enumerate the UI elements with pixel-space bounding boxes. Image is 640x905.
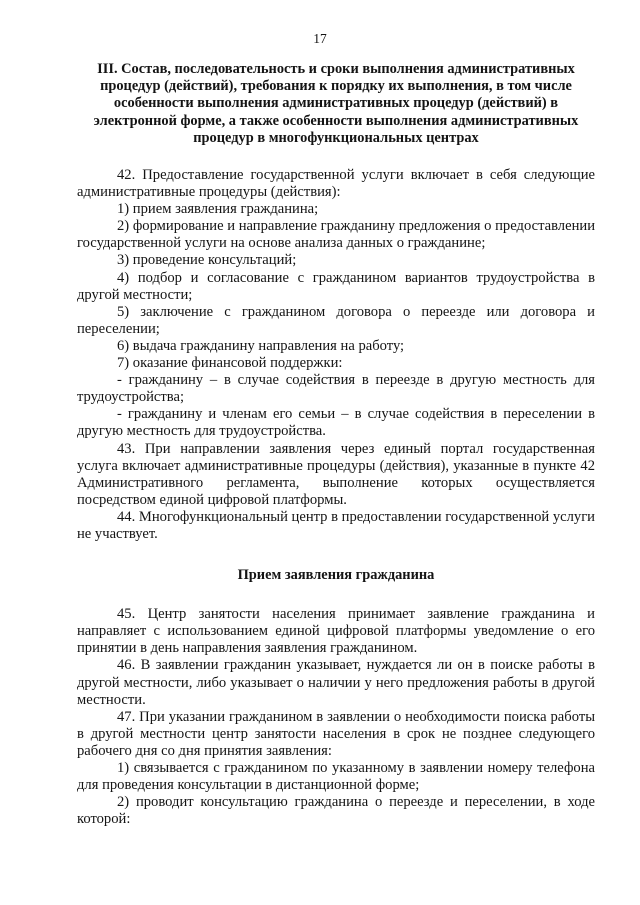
- list-item: 2) формирование и направление гражданину предложения о предоставлении государственной услуги на основе анализа данных о гражданине;: [77, 218, 595, 252]
- document-body: [77, 61, 595, 828]
- list-item: 1) связывается с гражданином по указанному в заявлении номеру телефона для проведения консультации в дистанционной форме;: [77, 760, 595, 794]
- paragraph: 42. Предоставление государственной услуги включает в себя следующие административные процедуры (действия):: [77, 167, 595, 201]
- subsection-heading: Прием заявления гражданина: [237, 567, 435, 584]
- list-item: - гражданину и членам его семьи – в случае содействия в переселении в другую местность для трудоустройства.: [77, 406, 595, 440]
- list-item: 3) проведение консультаций;: [117, 252, 297, 269]
- paragraph: 44. Многофункциональный центр в предоставлении государственной услуги не участвует.: [77, 508, 595, 542]
- paragraph: 46. В заявлении гражданин указывает, нуждается ли он в поиске работы в другой местности, либо указывает о наличии у него предложения работы в другой местности.: [77, 657, 595, 708]
- list-item: - гражданину – в случае содействия в переезде в другую местность для трудоустройства;: [77, 372, 595, 406]
- list-item: 2) проводит консультацию гражданина о переезде и переселении, в ходе которой:: [77, 794, 595, 828]
- paragraph: 45. Центр занятости населения принимает заявление гражданина и направляет с использованием единой цифровой платформы уведомление о его принятии в день направления заявления гражданином.: [77, 606, 595, 657]
- paragraph: 43. При направлении заявления через единый портал государственная услуга включает административные процедуры (действия), указанные в пункте 42 Административного регламента, выполнение которых осуществляется посредством единой цифровой платформы.: [77, 440, 595, 508]
- list-item: 4) подбор и согласование с гражданином вариантов трудоустройства в другой местности;: [77, 269, 595, 303]
- page-number: 17: [313, 31, 327, 46]
- list-item: 7) оказание финансовой поддержки:: [117, 355, 343, 372]
- list-item: 5) заключение с гражданином договора о переезде или договора и переселении;: [77, 303, 595, 337]
- section-heading: III. Состав, последовательность и сроки выполнения административных процедур (действий), требования к порядку их выполнения, в том числе особенности выполнения административных процедур (действий) в электронной форме, а также особенности выполнения административных процедур в многофункциональных центрах: [93, 61, 579, 146]
- list-item: 6) выдача гражданину направления на работу;: [117, 337, 405, 354]
- list-item: 1) прием заявления гражданина;: [117, 201, 319, 218]
- paragraph: 47. При указании гражданином в заявлении о необходимости поиска работы в другой местности центр занятости населения в срок не позднее следующего рабочего дня со дня принятия заявления:: [77, 708, 595, 759]
